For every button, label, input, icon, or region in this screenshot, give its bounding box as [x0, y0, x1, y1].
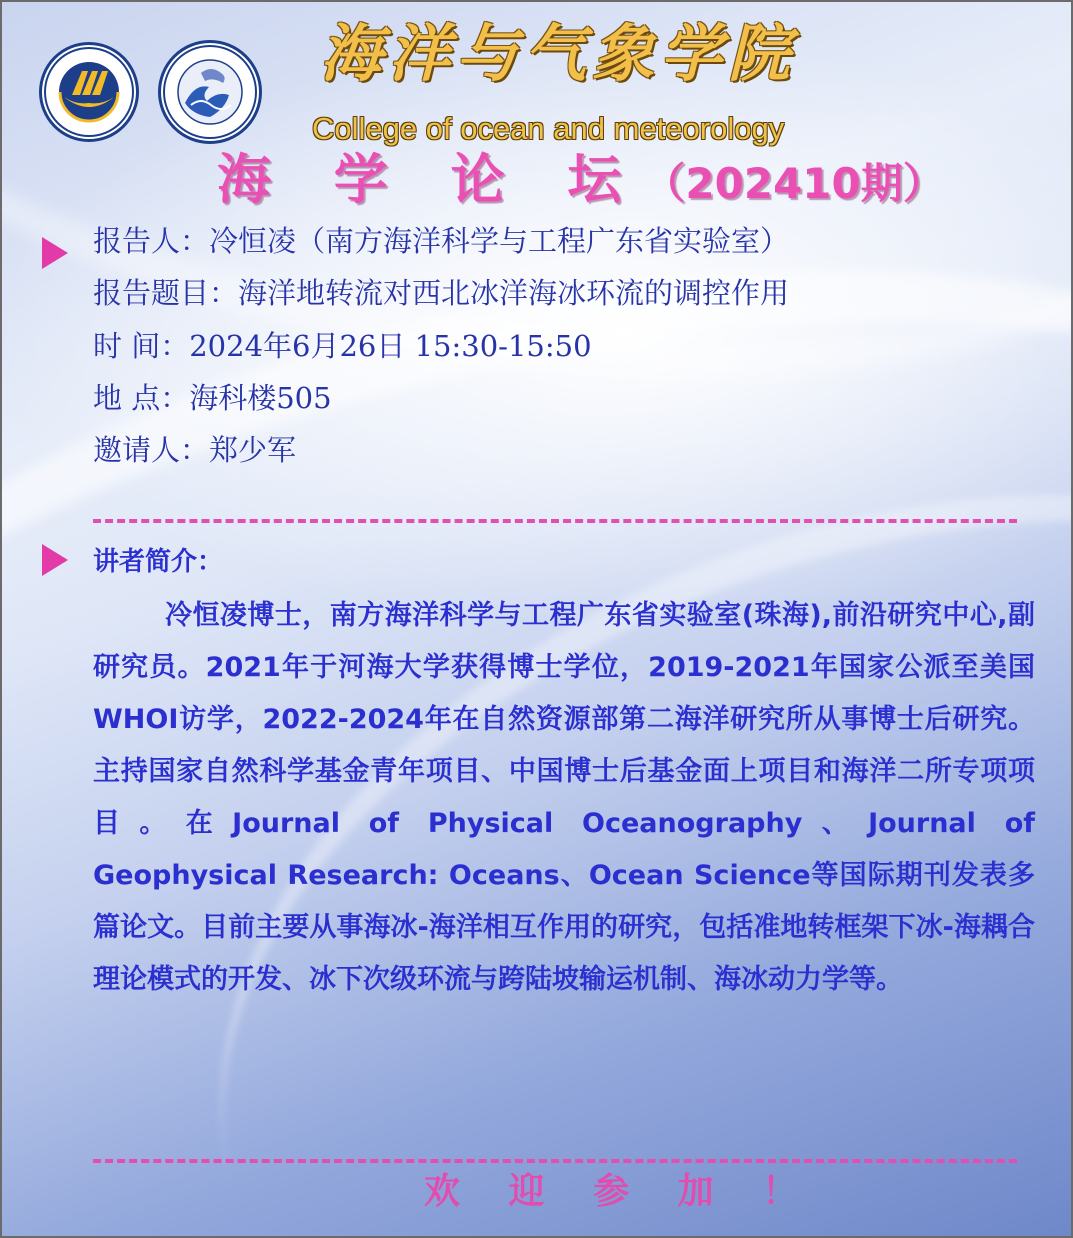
- bullet-triangle-icon: [42, 544, 68, 576]
- inviter-line: 邀请人：郑少军: [93, 433, 297, 467]
- bio-text: 冷恒凌博士，南方海洋科学与工程广东省实验室(珠海),前沿研究中心,副研究员。2021年于河海大学获得博士学位，2019-2021年国家公派至美国WHOI访学，2022-2024年在自然资源部第二海洋研究所从事博士后研究。主持国家自然科学基金青年项目、中国博士后基金面上项目和海洋二所专项项目。在Journal of Physical Oceanography、Journal of Geophysical Research: Oceans、Ocean Science等国际期刊发表多篇论文。目前主要从事海冰-海洋相互作用的研究，包括准地转框架下冰-海耦合理论模式的开发、冰下次级环流与跨陆坡输运机制、海冰动力学等。: [93, 600, 1035, 995]
- university-logo: [39, 42, 139, 142]
- time-line: 时 间：2024年6月26日 15:30-15:50: [93, 329, 592, 363]
- forum-title: [217, 145, 945, 215]
- place-line: 地 点：海科楼505: [93, 381, 332, 415]
- college-title-english: College of ocean and meteorology: [312, 111, 785, 146]
- topic-line: 报告题目：海洋地转流对西北冰洋海冰环流的调控作用: [93, 276, 790, 310]
- forum-name: 海 学 论 坛: [217, 148, 644, 211]
- divider: [93, 519, 1017, 523]
- divider: [93, 1159, 1017, 1163]
- speaker-line: 报告人：冷恒凌（南方海洋科学与工程广东省实验室）: [93, 224, 790, 258]
- bullet-triangle-icon: [42, 237, 68, 269]
- forum-issue: （202410期）: [643, 159, 945, 208]
- bio-heading: 讲者简介：: [93, 547, 224, 577]
- welcome-message: 欢 迎 参 加 ！: [424, 1171, 817, 1212]
- college-logo: [158, 40, 262, 144]
- college-title-chinese: 海洋与气象学院: [320, 17, 797, 90]
